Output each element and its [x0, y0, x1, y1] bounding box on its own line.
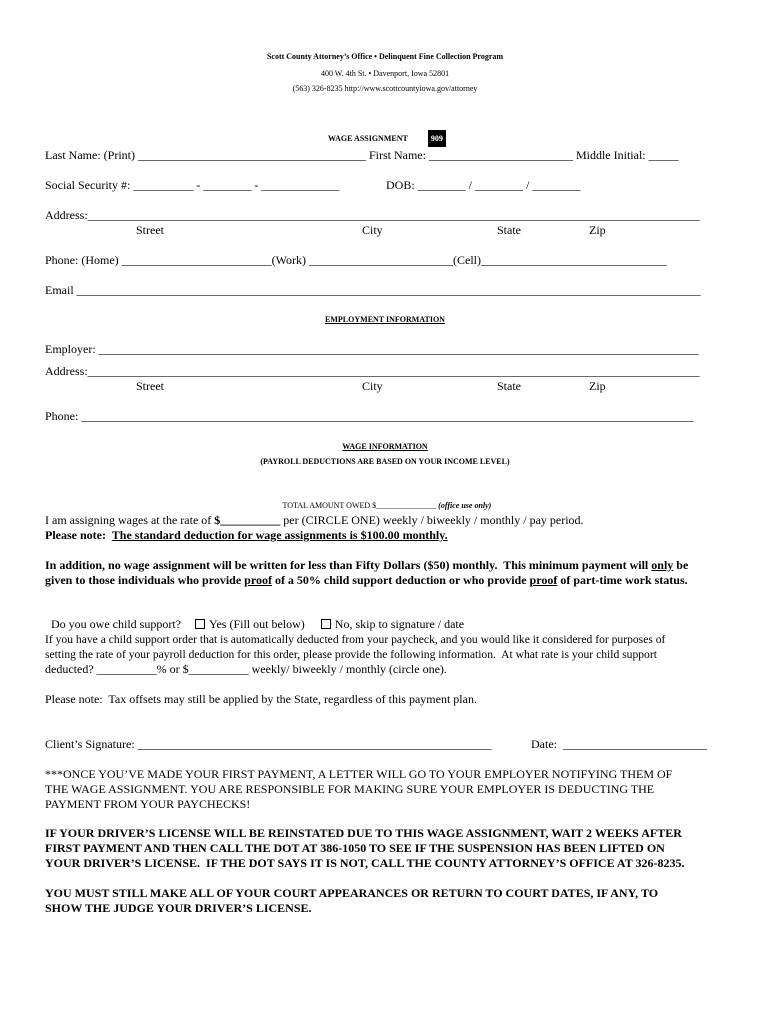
rate-line: [45, 513, 725, 528]
office-address: 400 W. 4th St. • Davenport, Iowa 52801: [320, 69, 450, 78]
email-field-line[interactable]: Email ________________________________________________________________________________________________________: [45, 283, 701, 297]
signature-date-field[interactable]: Date: ________________________: [531, 737, 707, 751]
client-signature-field[interactable]: Client’s Signature: ___________________________________________________________: [45, 737, 492, 751]
notice-2-line-3: YOUR DRIVER’S LICENSE. IF THE DOT SAYS IT IS NOT, CALL THE COUNTY ATTORNEY’S OFFICE AT 326-8235.: [45, 856, 685, 870]
office-use-label: (office use only): [438, 501, 492, 510]
child-support-para-1: If you have a child support order that is automatically deducted from your paycheck, and you would like it considered for purposes of: [45, 633, 666, 646]
child-support-no-label: No, skip to signature / date: [334, 617, 465, 631]
form-title: WAGE ASSIGNMENT: [328, 134, 408, 143]
notice-1-line-1: ***ONCE YOU’VE MADE YOUR FIRST PAYMENT, A LETTER WILL GO TO YOUR EMPLOYER NOTIFYING THEM OF: [45, 767, 673, 781]
tax-offset-note: Please note: Tax offsets may still be applied by the State, regardless of this payment plan.: [45, 692, 477, 706]
rate-suffix: per (CIRCLE ONE) weekly / biweekly / monthly / pay period.: [280, 513, 584, 527]
address-street-label: Street: [136, 223, 164, 237]
min-1a: In addition, no wage assignment will be written for less than Fifty Dollars ($50) monthly. This minimum payment will: [45, 558, 652, 572]
rate-prefix: I am assigning wages at the rate of: [45, 513, 215, 527]
employer-street-label: Street: [136, 379, 164, 393]
min-1b: only: [651, 558, 674, 572]
employer-field-line[interactable]: Employer: ____________________________________________________________________________________________________: [45, 342, 699, 356]
standard-deduction-note: [45, 528, 725, 543]
notice-1-line-3: PAYMENT FROM YOUR PAYCHECKS!: [45, 797, 251, 811]
child-support-question-row: [45, 602, 725, 632]
min-1c: be: [673, 558, 689, 572]
note-label: Please note:: [45, 528, 112, 542]
address-state-label: State: [497, 223, 521, 237]
employer-city-label: City: [362, 379, 383, 393]
employer-phone-field-line[interactable]: Phone: ______________________________________________________________________________________________________: [45, 409, 694, 423]
child-support-question: Do you owe child support?: [51, 617, 181, 631]
employer-address-field-line[interactable]: Address:______________________________________________________________________________________________________: [45, 364, 700, 378]
employer-state-label: State: [497, 379, 521, 393]
wage-heading: WAGE INFORMATION: [342, 442, 428, 451]
child-support-para-2: setting the rate of your payroll deduction for this order, please provide the following information. At what rate is your child support: [45, 648, 657, 661]
name-field-line[interactable]: Last Name: (Print) ______________________________________ First Name: ________________________ Middle Initial: _____: [45, 148, 679, 162]
total-owed-line: [0, 483, 770, 513]
child-support-yes-label: Yes (Fill out below): [208, 617, 305, 631]
min-2c: of a 50% child support deduction or who provide: [271, 573, 530, 587]
notice-2-line-2: FIRST PAYMENT AND THEN CALL THE DOT AT 386-1050 TO SEE IF THE SUSPENSION HAS BEEN LIFTED ON: [45, 841, 665, 855]
address-zip-label: Zip: [589, 223, 606, 237]
rate-amount-field[interactable]: $__________: [214, 513, 281, 527]
notice-2-line-1: IF YOUR DRIVER’S LICENSE WILL BE REINSTATED DUE TO THIS WAGE ASSIGNMENT, WAIT 2 WEEKS AFTER: [45, 826, 682, 840]
notice-1-line-2: THE WAGE ASSIGNMENT. YOU ARE RESPONSIBLE FOR MAKING SURE YOUR EMPLOYER IS DEDUCTING THE: [45, 782, 655, 796]
child-support-rate-field[interactable]: deducted? __________% or $__________ weekly/ biweekly / monthly (circle one).: [45, 662, 447, 676]
phone-field-line[interactable]: Phone: (Home) _________________________(Work) ________________________(Cell)_______________________________: [45, 253, 667, 267]
min-2d: proof: [529, 573, 558, 587]
min-2a: given to those individuals who provide: [45, 573, 245, 587]
notice-3-line-1: YOU MUST STILL MAKE ALL OF YOUR COURT APPEARANCES OR RETURN TO COURT DATES, IF ANY, TO: [45, 886, 659, 900]
address-city-label: City: [362, 223, 383, 237]
form-number-badge: 909: [428, 130, 446, 147]
office-title: Scott County Attorney’s Office • Delinquent Fine Collection Program: [266, 52, 504, 61]
form-title-row: [0, 113, 770, 147]
employment-heading: EMPLOYMENT INFORMATION: [325, 315, 445, 324]
min-2b: proof: [244, 573, 272, 587]
dob-field-line[interactable]: DOB: ________ / ________ / ________: [386, 178, 581, 192]
employer-zip-label: Zip: [589, 379, 606, 393]
min-2e: of part-time work status.: [557, 573, 688, 587]
minimum-payment-line-2: [45, 573, 725, 588]
total-owed-field[interactable]: TOTAL AMOUNT OWED $_______________: [282, 501, 437, 510]
note-text: The standard deduction for wage assignments is $100.00 monthly.: [111, 528, 448, 542]
office-contact: (563) 326-8235 http://www.scottcountyiowa.gov/attorney: [292, 84, 478, 93]
child-support-no-checkbox[interactable]: [321, 619, 331, 629]
wage-subheading: (PAYROLL DEDUCTIONS ARE BASED ON YOUR INCOME LEVEL): [260, 457, 510, 466]
notice-3-line-2: SHOW THE JUDGE YOUR DRIVER’S LICENSE.: [45, 901, 312, 915]
minimum-payment-line-1: [45, 558, 725, 573]
address-field-line[interactable]: Address:______________________________________________________________________________________________________: [45, 208, 700, 222]
ssn-field-line[interactable]: Social Security #: __________ - ________ - _____________: [45, 178, 340, 192]
child-support-yes-checkbox[interactable]: [195, 619, 205, 629]
